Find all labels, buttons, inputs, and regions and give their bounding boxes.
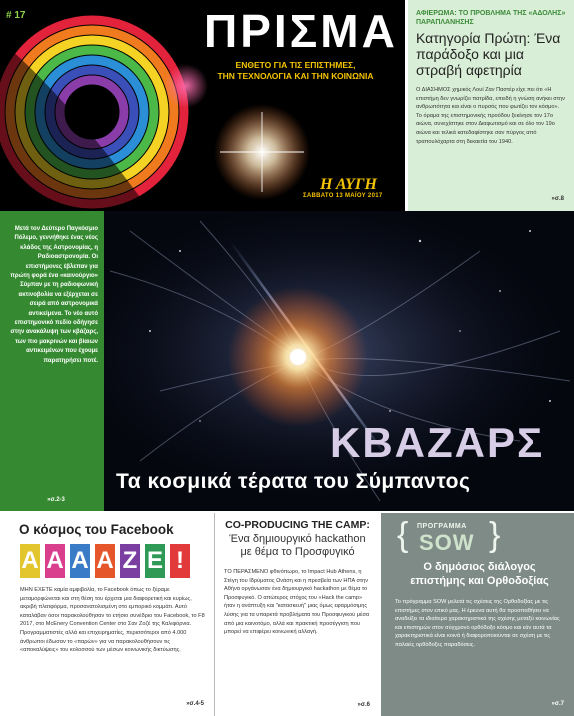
side-article-kicker: ΑΦΙΕΡΩΜΑ: ΤΟ ΠΡΟΒΛΗΜΑ ΤΗΣ «ΑΔΟΛΗΣ» ΠΑΡΑΠΛΑΝΗΣΗΣ — [416, 10, 566, 26]
side-article-page-ref[interactable]: »σ.8 — [551, 196, 564, 202]
brace-left-icon: { — [397, 516, 409, 554]
facebook-logo-letter: E — [145, 544, 165, 578]
feature-title[interactable]: ΚΒΑΖΑΡΣ — [330, 419, 545, 466]
camp-kicker: CO-PRODUCING THE CAMP: — [225, 519, 370, 531]
feature-quasar — [0, 211, 574, 511]
masthead-banner — [0, 0, 405, 211]
facebook-article — [0, 513, 214, 716]
facebook-logo-letter: Z — [120, 544, 140, 578]
facebook-logo-letter: A — [70, 544, 90, 578]
sow-logo: SOW — [419, 530, 475, 555]
feature-intro-text: Μετά τον Δεύτερο Παγκόσμιο Πόλεμο, γεννήθηκε ένας νέος κλάδος της Αστρονομίας, η Ραδιοαστρονομία. Οι επιστήμονες έβλεπαν για πρώτη φορά ένα «καινούργιο» Σύμπαν με τη ραδιοφωνική ακτινοβολία να εξέρχεται σε σειρά από αστρονομικά αντικείμενα. Το νέο αυτό επιστημονικό πεδίο οδήγησε στην ανακάλυψη των κβάζαρς, των πιο μακρινών και βίαιων αντικειμένων που έχουμε παρατηρήσει ποτέ. — [10, 226, 98, 364]
facebook-headline[interactable]: Ο κόσμος του Facebook — [19, 522, 174, 537]
side-article-body: Ο ΔΙΑΣΗΜΟΣ χημικός Λουί Ζαν Παστέρ είχε πει ότι «Η επιστήμη δεν γνωρίζει πατρίδα, επειδή η γνώση ανήκει στην ανθρωπότητα και είναι ο πυρσός που φωτίζει τον κόσμο». Το όραμα της επιστημονικής προόδου ξεκίνησε τον 17ο αιώνα, συνεχίστηκε στον Διαφωτισμό και σε όλο τον 19ο αιώνα και τελικά κατεδαφίστηκε σαν πύργος από τραπουλόχαρτα στη δεκαετία του 1940. — [416, 87, 565, 145]
facebook-logo-letter: A — [95, 544, 115, 578]
facebook-logo-letter: ! — [170, 544, 190, 578]
sow-page-ref[interactable]: »σ.7 — [551, 701, 564, 707]
facebook-page-ref[interactable]: »σ.4-5 — [186, 701, 204, 707]
feature-page-ref[interactable]: »σ.2-3 — [47, 497, 65, 503]
camp-page-ref[interactable]: »σ.6 — [357, 702, 370, 708]
sow-headline[interactable]: Ο δημόσιος διάλογος επιστήμης και Ορθοδοξίας — [410, 561, 549, 587]
sow-article — [378, 513, 574, 716]
facebook-logo-image — [20, 544, 196, 578]
side-article-panel — [405, 0, 574, 211]
subtitle-line-2: ΤΗΝ ΤΕΧΝΟΛΟΓΙΑ ΚΑΙ ΤΗΝ ΚΟΙΝΩΝΙΑ — [217, 71, 374, 81]
issue-date: ΣΑΒΒΑΤΟ 13 ΜΑΪΟΥ 2017 — [303, 193, 383, 199]
magazine-subtitle — [193, 60, 398, 82]
sow-badge — [397, 516, 564, 555]
magazine-title: ΠΡΙΣΜΑ — [204, 5, 398, 57]
feature-subtitle: Τα κοσμικά τέρατα του Σύμπαντος — [116, 470, 471, 493]
camp-body: ΤΟ ΠΕΡΑΣΜΕΝΟ φθινόπωρο, το Impact Hub Athens, η Στέγη του Ιδρύματος Ωνάση και η πρεσβεία των ΗΠΑ στην Αθήνα οργάνωσαν ένα δημιουργικό hackathon με θέμα το Προσφυγικό. Ο απώτερος στόχος του «Hack the camp» ήταν η ανάπτυξη και "κατασκευή" μιας όμως εφαρμόσιμης λύσης για τα υπαρκτά προβλήματα του Προσφυγικού μέσα από μια καινοτόμο, αλλά και πρακτική προσέγγιση που μπορεί να επιφέρει κοινωνική αλλαγή. — [224, 569, 370, 636]
camp-article — [214, 513, 378, 716]
facebook-logo-letter: A — [20, 544, 40, 578]
side-article-headline[interactable]: Κατηγορία Πρώτη: Ένα παράδοξο και μια στραβή αφετηρία — [416, 30, 561, 78]
sow-body: Το πρόγραμμα SOW μελετά τις σχέσεις της Ορθοδοξίας με τις επιστήμες στον επικό μας. Η έρευνα αυτή θα προσπαθήσει να αναδείξει τα ιδιαίτερα χαρακτηριστικά της σχέσης μεταξύ κοινωνίας και επιστημών στον σύγχρονο ορθόδοξο κόσμο και εάν αυτά τα χαρακτηριστικά είναι κοινά ή διαφοροποιούνται σε σχέση με τις παλαιές ορθόδοξες παραδόσεις. — [395, 599, 560, 648]
sow-kicker: ΠΡΟΓΡΑΜΜΑ — [417, 523, 467, 530]
facebook-logo-letter: A — [45, 544, 65, 578]
newspaper-name: Η ΑΥΓΗ — [320, 176, 377, 193]
camp-headline[interactable]: Ένα δημιουργικό hackathon με θέμα το Προσφυγικό — [229, 533, 366, 558]
facebook-body: ΜΗΝ ΕΧΕΤΕ καμία αμφιβολία, το Facebook όπως το ξέραμε μεταμορφώνεται και στη θέση του έρχεται μια διαφορετική και κυρίως, ακριβή πλατφόρμα, προσανατολισμένη στο εμπορικό κομμάτι. Αυτό καταλάβαν όσοι παρακολούθησαν το ετήσιο συνέδριο του Facebook, το F8 2017, στο McEnery Convention Center στο Σαν Ζοζέ της Καλιφόρνια. Προγραμματιστές αλλά και επιχειρηματίες, περισσότεροι από 4.000 άνθρωποι έδωσαν το «παρών» για να παρακολουθήσουν τις «αποκαλύψεις» του κολοσσού των μέσων κοινωνικής δικτύωσης. — [20, 587, 205, 654]
subtitle-line-1: ΕΝΘΕΤΟ ΓΙΑ ΤΙΣ ΕΠΙΣΤΗΜΕΣ, — [235, 60, 356, 70]
brace-right-icon: } — [489, 516, 501, 554]
issue-number: # 17 — [6, 10, 26, 21]
